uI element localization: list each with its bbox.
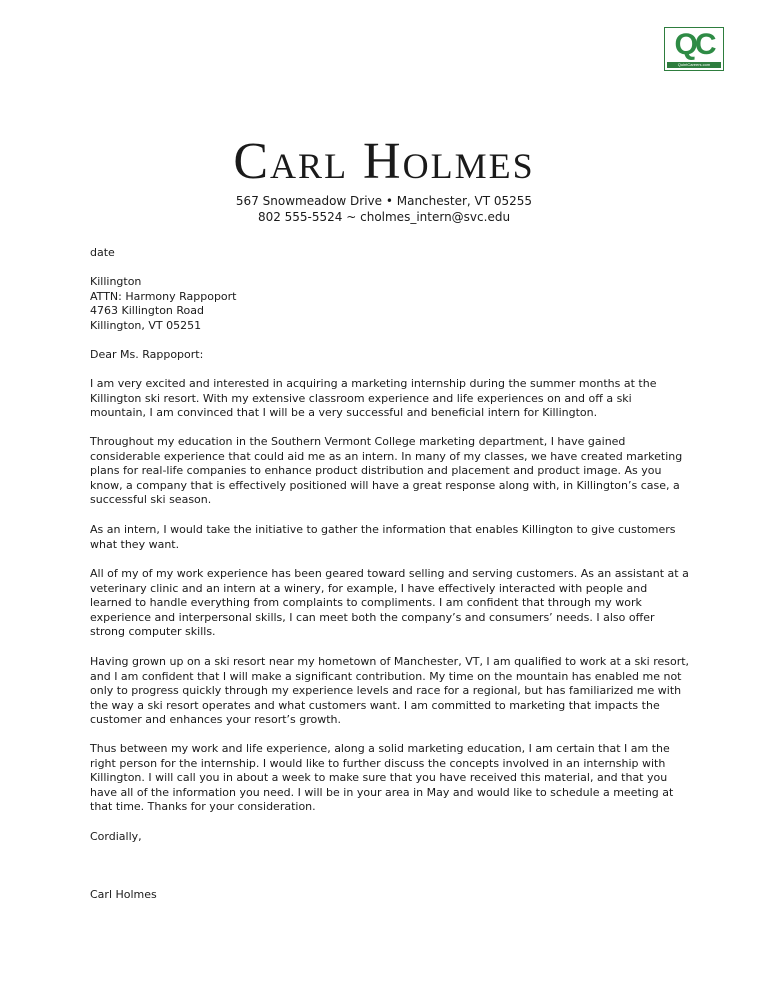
- body-paragraph-2: Throughout my education in the Southern Vermont College marketing department, I have gained considerable experience that could aid me as an intern. In many of my classes, we have created marketing plans for real-life companies to enhance product distribution and placement and product image. As you know, a company that is effectively positioned will have a great response along with, in Killington’s case, a successful ski season.: [90, 435, 683, 507]
- recipient-city: Killington, VT 05251: [90, 318, 202, 332]
- logo-mark: QC: [674, 28, 714, 61]
- recipient-attn: ATTN: Harmony Rappoport: [90, 289, 237, 303]
- quintcareers-logo: [664, 27, 724, 71]
- closing: Cordially,: [90, 830, 142, 843]
- body-paragraph-3: As an intern, I would take the initiative to gather the information that enables Killington to give customers what they want.: [90, 523, 676, 551]
- letter-date: date: [90, 246, 115, 259]
- sender-address: 567 Snowmeadow Drive • Manchester, VT 05255: [235, 194, 533, 208]
- sender-contact: 802 555-5524 ~ cholmes_intern@svc.edu: [257, 210, 511, 224]
- recipient-company: Killington: [90, 275, 142, 288]
- body-paragraph-1: I am very excited and interested in acquiring a marketing internship during the summer months at the Killington ski resort. With my extensive classroom experience and life experiences on and off a ski mountain, I am convinced that I will be a very successful and beneficial intern for Killington.: [90, 377, 657, 420]
- signature-name: Carl Holmes: [90, 888, 157, 901]
- body-paragraph-4: All of my of my work experience has been geared toward selling and serving customers. As an assistant at a veterinary clinic and an intern at a winery, for example, I have effectively interacted with people and learned to handle everything from complaints to compliments. I am confident that through my work experience and interpersonal skills, I can meet both the company’s and consumers’ needs. I also offer strong computer skills.: [90, 567, 689, 639]
- sender-name: Carl Holmes: [233, 133, 535, 190]
- recipient-address: [90, 275, 690, 333]
- body-paragraph-6: Thus between my work and life experience, along a solid marketing education, I am certain that I am the right person for the internship. I would like to further discuss the concepts involved in an internship with Killington. I will call you in about a week to make sure that you have received this material, and that you have all of the information you need. I will be in your area in May and would like to schedule a meeting at that time. Thanks for your consideration.: [90, 742, 674, 814]
- body-paragraph-5: Having grown up on a ski resort near my hometown of Manchester, VT, I am qualified to work at a ski resort, and I am confident that I will make a significant contribution. My time on the mountain has enabled me not only to progress quickly through my experience levels and race for a regional, but has familiarized me with the way a ski resort operates and what customers want. I am committed to marketing that impacts the customer and enhances your resort’s growth.: [90, 655, 690, 727]
- recipient-street: 4763 Killington Road: [90, 304, 204, 318]
- salutation: Dear Ms. Rappoport:: [90, 348, 204, 361]
- logo-tagline: QuintCareers.com: [667, 62, 721, 68]
